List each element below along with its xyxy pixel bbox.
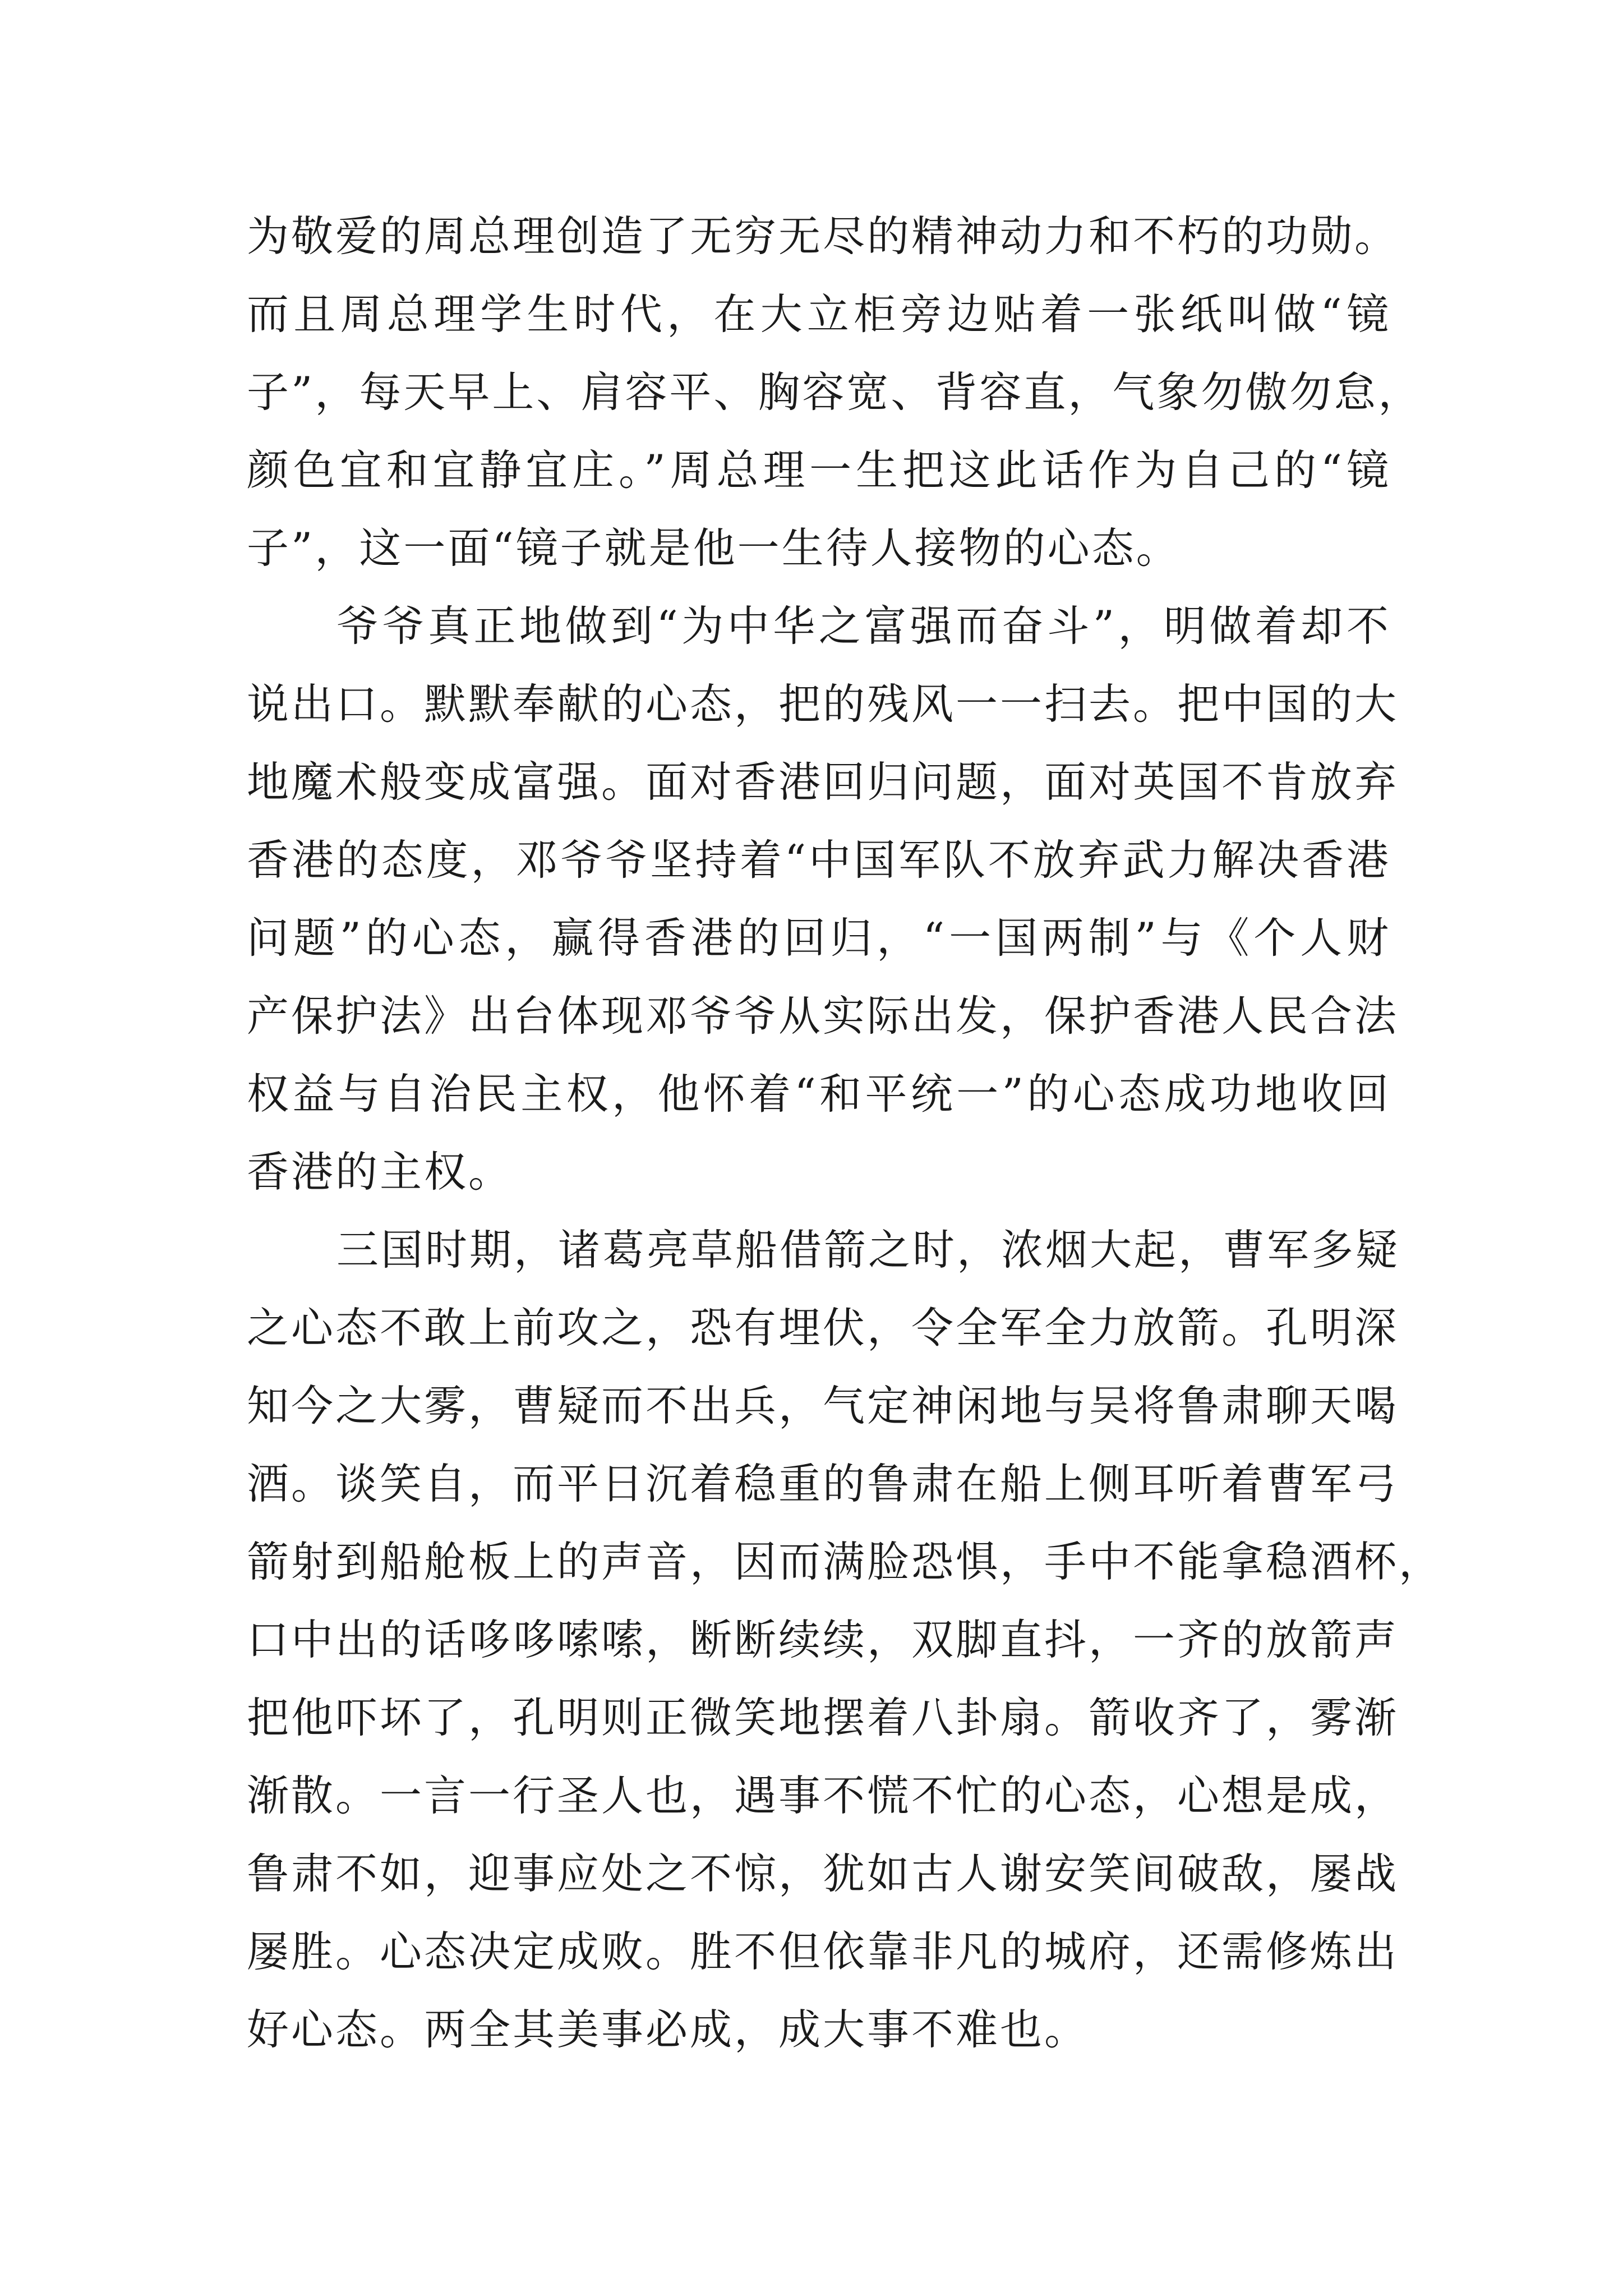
text-line: 产保护法》出台体现邓爷爷从实际出发，保护香港人民合法 (247, 991, 1399, 1041)
text-line: 问题”的心态，赢得香港的回归，“一国两制”与《个人财 (247, 913, 1391, 963)
text-line: 鲁肃不如，迎事应处之不惊，犹如古人谢安笑间破敌，屡战 (247, 1849, 1399, 1898)
text-line: 而且周总理学生时代，在大立柜旁边贴着一张纸叫做“镜 (247, 289, 1391, 339)
text-line: 权益与自治民主权，他怀着“和平统一”的心态成功地收回 (247, 1069, 1391, 1119)
text-line: 知今之大雾，曹疑而不出兵，气定神闲地与吴将鲁肃聊天喝 (247, 1381, 1399, 1430)
text-line: 酒。谈笑自，而平日沉着稳重的鲁肃在船上侧耳听着曹军弓 (247, 1459, 1399, 1508)
text-line: 之心态不敢上前攻之，恐有埋伏，令全军全力放箭。孔明深 (247, 1303, 1399, 1352)
text-line: 屡胜。心态决定成败。胜不但依靠非凡的城府，还需修炼出 (247, 1927, 1399, 1976)
text-line: 颜色宜和宜静宜庄。”周总理一生把这此话作为自己的“镜 (247, 445, 1391, 495)
text-line: 三国时期，诸葛亮草船借箭之时，浓烟大起，曹军多疑 (336, 1225, 1400, 1274)
text-line: 子”，这一面“镜子就是他一生待人接物的心态。 (247, 523, 1181, 573)
text-line: 地魔术般变成富强。面对香港回归问题，面对英国不肯放弃 (247, 757, 1399, 807)
text-line: 爷爷真正地做到“为中华之富强而奋斗”，明做着却不 (336, 601, 1391, 651)
text-line: 渐散。一言一行圣人也，遇事不慌不忙的心态，心想是成， (247, 1771, 1399, 1820)
text-line: 口中出的话哆哆嗦嗦，断断续续，双脚直抖，一齐的放箭声 (247, 1615, 1399, 1664)
text-line: 香港的态度，邓爷爷坚持着“中国军队不放弃武力解决香港 (247, 835, 1391, 885)
text-line: 为敬爱的周总理创造了无穷无尽的精神动力和不朽的功勋。 (247, 211, 1399, 261)
text-line: 把他吓坏了，孔明则正微笑地摆着八卦扇。箭收齐了，雾渐 (247, 1693, 1399, 1742)
body-text (247, 197, 1444, 2069)
text-line: 子”，每天早上、肩容平、胸容宽、背容直，气象勿傲勿怠， (247, 367, 1423, 417)
text-line: 香港的主权。 (247, 1147, 513, 1197)
text-line: 箭射到船舱板上的声音，因而满脸恐惧，手中不能拿稳酒杯， (247, 1537, 1444, 1586)
text-line: 说出口。默默奉献的心态，把的残风一一扫去。把中国的大 (247, 679, 1399, 729)
text-line: 好心态。两全其美事必成，成大事不难也。 (247, 2005, 1089, 2054)
